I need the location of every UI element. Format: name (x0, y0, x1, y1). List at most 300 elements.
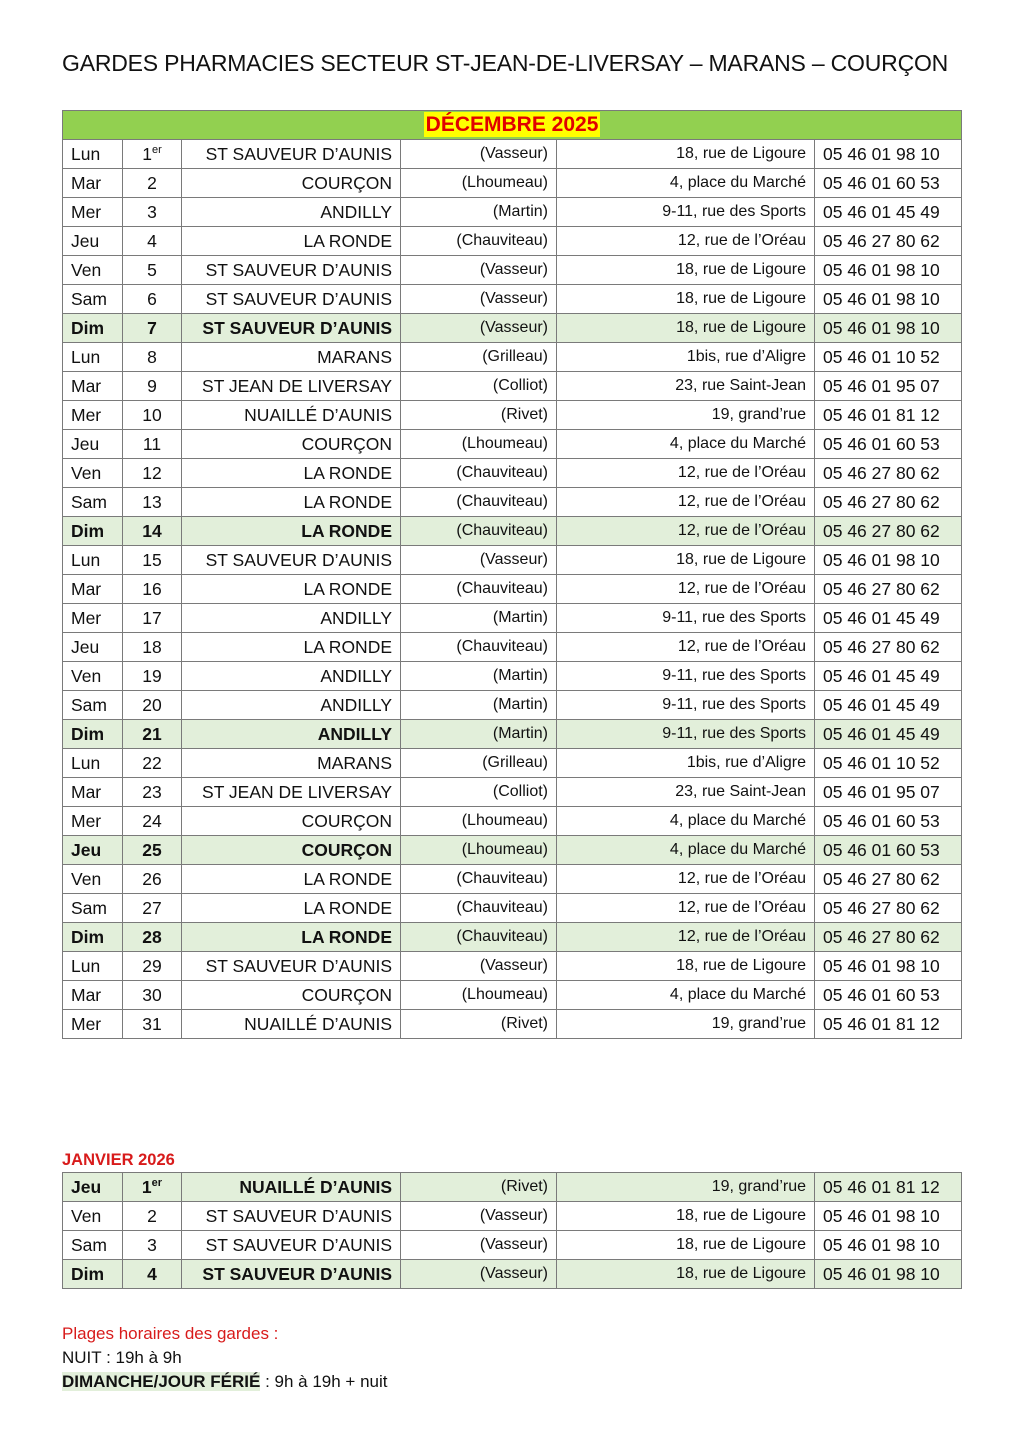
town-cell (182, 140, 401, 169)
schedule-row (63, 256, 962, 285)
date-cell (123, 1260, 182, 1289)
phone-cell (815, 1231, 962, 1260)
date-text: 27 (142, 897, 162, 918)
date-text: 26 (142, 868, 162, 889)
address-text: 12, rue de l’Oréau (677, 522, 806, 539)
day-cell (63, 372, 123, 401)
town-cell (182, 836, 401, 865)
pharmacist-text: (Lhoumeau) (461, 986, 548, 1003)
date-text: 31 (142, 1013, 162, 1034)
pharmacist-cell (401, 865, 557, 894)
pharmacist-cell (401, 198, 557, 227)
address-text: 12, rue de l’Oréau (677, 638, 806, 655)
address-text: 9-11, rue des Sports (662, 667, 806, 684)
pharmacist-text: (Chauviteau) (456, 928, 548, 945)
address-text: 9-11, rue des Sports (662, 696, 806, 713)
date-text: 20 (142, 694, 162, 715)
day-cell (63, 662, 123, 691)
town-text: LA RONDE (301, 520, 392, 541)
address-cell (557, 952, 815, 981)
phone-text: 05 46 01 98 10 (823, 317, 940, 338)
pharmacist-text: (Chauviteau) (456, 899, 548, 916)
address-cell (557, 314, 815, 343)
town-text: COURÇON (301, 810, 392, 831)
pharmacist-text: (Martin) (492, 725, 548, 742)
town-cell (182, 343, 401, 372)
day-text: Ven (71, 1205, 102, 1226)
ordinal-suffix: er (151, 143, 162, 156)
phone-cell (815, 517, 962, 546)
phone-cell (815, 604, 962, 633)
document-title: GARDES PHARMACIES SECTEUR ST-JEAN-DE-LIVERSAY – MARANS – COURÇON (62, 50, 949, 76)
pharmacist-text: (Grilleau) (482, 754, 548, 771)
date-text: 2 (147, 172, 157, 193)
address-text: 12, rue de l’Oréau (677, 464, 806, 481)
pharmacist-text: (Colliot) (492, 783, 548, 800)
phone-cell (815, 807, 962, 836)
phone-cell (815, 865, 962, 894)
schedule-row (63, 691, 962, 720)
pharmacist-cell (401, 401, 557, 430)
address-text: 19, grand’rue (711, 1178, 806, 1195)
phone-text: 05 46 01 98 10 (823, 1234, 940, 1255)
pharmacist-cell (401, 459, 557, 488)
pharmacist-text: (Lhoumeau) (461, 435, 548, 452)
pharmacist-cell (401, 314, 557, 343)
day-text: Dim (71, 1263, 105, 1284)
town-text: LA RONDE (303, 897, 392, 918)
phone-text: 05 46 01 45 49 (823, 201, 940, 222)
pharmacist-text: (Vasseur) (479, 1236, 548, 1253)
phone-cell (815, 430, 962, 459)
town-cell (182, 691, 401, 720)
town-text: LA RONDE (303, 578, 392, 599)
schedule-row (63, 169, 962, 198)
town-text: NUAILLÉ D’AUNIS (239, 1176, 392, 1197)
schedule-row (63, 459, 962, 488)
date-cell (123, 575, 182, 604)
date-text: 29 (142, 955, 162, 976)
december-schedule-table (62, 110, 962, 1039)
date-cell (123, 894, 182, 923)
day-text: Sam (71, 288, 107, 309)
phone-text: 05 46 01 60 53 (823, 984, 940, 1005)
phone-cell (815, 198, 962, 227)
date-text: 30 (142, 984, 162, 1005)
day-cell (63, 1173, 123, 1202)
date-cell (123, 720, 182, 749)
day-cell (63, 604, 123, 633)
schedule-row (63, 865, 962, 894)
phone-text: 05 46 01 10 52 (823, 752, 940, 773)
schedule-row (63, 894, 962, 923)
phone-cell (815, 894, 962, 923)
phone-cell (815, 1260, 962, 1289)
day-text: Lun (71, 752, 101, 773)
address-cell (557, 430, 815, 459)
day-cell (63, 952, 123, 981)
date-text: 9 (147, 375, 157, 396)
pharmacist-text: (Vasseur) (479, 1207, 548, 1224)
address-cell (557, 1173, 815, 1202)
day-text: Jeu (71, 636, 100, 657)
date-text: 5 (147, 259, 157, 280)
address-cell (557, 140, 815, 169)
day-text: Mar (71, 172, 102, 193)
town-text: NUAILLÉ D’AUNIS (244, 1013, 392, 1034)
pharmacist-text: (Chauviteau) (456, 522, 548, 539)
address-text: 12, rue de l’Oréau (677, 493, 806, 510)
address-cell (557, 343, 815, 372)
phone-text: 05 46 01 81 12 (823, 1176, 940, 1197)
address-text: 19, grand’rue (711, 1015, 806, 1032)
schedule-row (63, 604, 962, 633)
month-banner-cell (63, 111, 962, 140)
pharmacist-text: (Martin) (492, 696, 548, 713)
address-cell (557, 575, 815, 604)
date-cell (123, 169, 182, 198)
phone-text: 05 46 01 10 52 (823, 346, 940, 367)
date-text: 14 (142, 520, 162, 541)
phone-cell (815, 372, 962, 401)
date-text: 2 (147, 1205, 157, 1226)
legend-sunday-hours (62, 1370, 388, 1394)
town-cell (182, 488, 401, 517)
address-cell (557, 604, 815, 633)
town-cell (182, 778, 401, 807)
date-cell (123, 459, 182, 488)
month-label-january: JANVIER 2026 (62, 1151, 175, 1169)
pharmacist-cell (401, 923, 557, 952)
town-text: LA RONDE (303, 868, 392, 889)
address-cell (557, 720, 815, 749)
address-cell (557, 865, 815, 894)
town-cell (182, 372, 401, 401)
day-cell (63, 923, 123, 952)
pharmacist-text: (Rivet) (500, 1015, 548, 1032)
pharmacist-cell (401, 517, 557, 546)
date-cell (123, 633, 182, 662)
schedule-row (63, 807, 962, 836)
schedule-row (63, 401, 962, 430)
date-cell (123, 140, 182, 169)
day-text: Lun (71, 346, 101, 367)
date-text: 1 (142, 143, 152, 164)
address-text: 18, rue de Ligoure (676, 290, 806, 307)
phone-cell (815, 1010, 962, 1039)
date-cell (123, 923, 182, 952)
town-cell (182, 1231, 401, 1260)
phone-text: 05 46 01 95 07 (823, 781, 940, 802)
month-banner-december (63, 111, 962, 140)
town-text: LA RONDE (303, 462, 392, 483)
schedule-row (63, 140, 962, 169)
address-cell (557, 256, 815, 285)
date-cell (123, 372, 182, 401)
pharmacist-cell (401, 778, 557, 807)
legend-sunday-label: DIMANCHE/JOUR FÉRIÉ (62, 1372, 261, 1391)
date-cell (123, 546, 182, 575)
phone-text: 05 46 27 80 62 (823, 491, 940, 512)
town-text: COURÇON (301, 172, 392, 193)
day-text: Mar (71, 984, 102, 1005)
pharmacist-text: (Vasseur) (479, 319, 548, 336)
pharmacist-cell (401, 836, 557, 865)
legend-night-hours: NUIT : 19h à 9h (62, 1348, 182, 1367)
phone-cell (815, 749, 962, 778)
day-text: Sam (71, 491, 107, 512)
town-text: COURÇON (301, 984, 392, 1005)
schedule-row (63, 372, 962, 401)
phone-text: 05 46 01 81 12 (823, 1013, 940, 1034)
day-cell (63, 1202, 123, 1231)
date-cell (123, 1010, 182, 1039)
pharmacist-text: (Vasseur) (479, 145, 548, 162)
phone-cell (815, 778, 962, 807)
pharmacist-cell (401, 372, 557, 401)
town-cell (182, 952, 401, 981)
pharmacist-text: (Martin) (492, 203, 548, 220)
date-text: 4 (147, 1263, 157, 1284)
town-text: ST SAUVEUR D’AUNIS (205, 288, 392, 309)
town-text: ST SAUVEUR D’AUNIS (202, 1263, 392, 1284)
pharmacist-text: (Lhoumeau) (461, 841, 548, 858)
pharmacist-cell (401, 285, 557, 314)
phone-cell (815, 981, 962, 1010)
day-text: Jeu (71, 1176, 102, 1197)
date-cell (123, 778, 182, 807)
address-text: 18, rue de Ligoure (676, 957, 806, 974)
day-cell (63, 459, 123, 488)
phone-text: 05 46 01 98 10 (823, 549, 940, 570)
date-cell (123, 401, 182, 430)
town-text: ANDILLY (320, 607, 392, 628)
town-text: ANDILLY (320, 201, 392, 222)
town-text: ST SAUVEUR D’AUNIS (205, 259, 392, 280)
phone-text: 05 46 01 45 49 (823, 665, 940, 686)
town-cell (182, 633, 401, 662)
town-cell (182, 981, 401, 1010)
phone-cell (815, 488, 962, 517)
address-text: 12, rue de l’Oréau (677, 232, 806, 249)
day-cell (63, 488, 123, 517)
phone-cell (815, 923, 962, 952)
pharmacist-cell (401, 575, 557, 604)
pharmacist-cell (401, 488, 557, 517)
schedule-row (63, 1231, 962, 1260)
pharmacist-cell (401, 1173, 557, 1202)
pharmacist-text: (Vasseur) (479, 1265, 548, 1282)
pharmacist-text: (Vasseur) (479, 551, 548, 568)
town-text: NUAILLÉ D’AUNIS (244, 404, 392, 425)
date-cell (123, 227, 182, 256)
town-cell (182, 227, 401, 256)
day-cell (63, 343, 123, 372)
day-cell (63, 720, 123, 749)
address-text: 19, grand’rue (711, 406, 806, 423)
address-text: 1bis, rue d’Aligre (686, 754, 806, 771)
town-cell (182, 662, 401, 691)
pharmacist-cell (401, 691, 557, 720)
town-cell (182, 430, 401, 459)
date-text: 1 (141, 1176, 152, 1197)
schedule-row (63, 198, 962, 227)
schedule-row (63, 981, 962, 1010)
pharmacist-cell (401, 749, 557, 778)
day-cell (63, 169, 123, 198)
town-text: LA RONDE (303, 230, 392, 251)
phone-cell (815, 227, 962, 256)
town-text: MARANS (317, 752, 392, 773)
pharmacist-cell (401, 430, 557, 459)
address-text: 18, rue de Ligoure (676, 1265, 806, 1282)
pharmacist-text: (Lhoumeau) (461, 174, 548, 191)
date-text: 24 (142, 810, 162, 831)
phone-cell (815, 285, 962, 314)
town-cell (182, 1202, 401, 1231)
pharmacist-text: (Vasseur) (479, 290, 548, 307)
phone-text: 05 46 01 95 07 (823, 375, 940, 396)
address-text: 18, rue de Ligoure (676, 145, 806, 162)
pharmacist-text: (Chauviteau) (456, 870, 548, 887)
town-text: LA RONDE (303, 636, 392, 657)
schedule-row-holiday (63, 720, 962, 749)
town-cell (182, 256, 401, 285)
phone-cell (815, 343, 962, 372)
day-cell (63, 778, 123, 807)
phone-cell (815, 836, 962, 865)
town-cell (182, 604, 401, 633)
address-cell (557, 1260, 815, 1289)
date-cell (123, 865, 182, 894)
town-text: LA RONDE (303, 491, 392, 512)
schedule-row (63, 662, 962, 691)
address-text: 12, rue de l’Oréau (677, 580, 806, 597)
town-text: ST JEAN DE LIVERSAY (202, 375, 392, 396)
date-cell (123, 981, 182, 1010)
address-cell (557, 691, 815, 720)
town-text: LA RONDE (301, 926, 392, 947)
town-text: ST JEAN DE LIVERSAY (202, 781, 392, 802)
schedule-row-holiday (63, 923, 962, 952)
town-cell (182, 517, 401, 546)
phone-text: 05 46 01 45 49 (823, 723, 940, 744)
town-text: ANDILLY (317, 723, 392, 744)
address-cell (557, 459, 815, 488)
phone-text: 05 46 01 60 53 (823, 810, 940, 831)
day-cell (63, 836, 123, 865)
date-cell (123, 1202, 182, 1231)
town-text: ST SAUVEUR D’AUNIS (205, 955, 392, 976)
phone-cell (815, 169, 962, 198)
phone-cell (815, 546, 962, 575)
pharmacist-text: (Lhoumeau) (461, 812, 548, 829)
town-text: ANDILLY (320, 665, 392, 686)
phone-cell (815, 952, 962, 981)
month-label-december: DÉCEMBRE 2025 (425, 113, 599, 136)
day-cell (63, 894, 123, 923)
day-text: Ven (71, 665, 102, 686)
day-text: Mar (71, 375, 102, 396)
address-cell (557, 517, 815, 546)
phone-text: 05 46 27 80 62 (823, 230, 940, 251)
date-cell (123, 314, 182, 343)
address-text: 4, place du Marché (669, 841, 806, 858)
address-text: 9-11, rue des Sports (662, 203, 806, 220)
phone-text: 05 46 27 80 62 (823, 520, 940, 541)
address-text: 1bis, rue d’Aligre (686, 348, 806, 365)
pharmacist-cell (401, 256, 557, 285)
pharmacist-cell (401, 1202, 557, 1231)
phone-text: 05 46 27 80 62 (823, 578, 940, 599)
address-text: 12, rue de l’Oréau (677, 928, 806, 945)
address-cell (557, 1231, 815, 1260)
phone-text: 05 46 27 80 62 (823, 868, 940, 889)
pharmacist-cell (401, 807, 557, 836)
schedule-row (63, 343, 962, 372)
phone-cell (815, 662, 962, 691)
day-text: Ven (71, 462, 102, 483)
address-cell (557, 169, 815, 198)
phone-cell (815, 401, 962, 430)
phone-text: 05 46 01 98 10 (823, 259, 940, 280)
date-cell (123, 1173, 182, 1202)
date-cell (123, 517, 182, 546)
phone-text: 05 46 01 98 10 (823, 143, 940, 164)
date-text: 10 (142, 404, 162, 425)
address-text: 12, rue de l’Oréau (677, 899, 806, 916)
pharmacist-text: (Martin) (492, 667, 548, 684)
phone-text: 05 46 01 81 12 (823, 404, 940, 425)
january-schedule-table (62, 1172, 962, 1289)
pharmacist-text: (Martin) (492, 609, 548, 626)
town-cell (182, 314, 401, 343)
schedule-row-holiday (63, 1173, 962, 1202)
schedule-row (63, 749, 962, 778)
day-cell (63, 314, 123, 343)
pharmacist-cell (401, 1010, 557, 1039)
town-text: ST SAUVEUR D’AUNIS (205, 549, 392, 570)
day-text: Dim (71, 926, 105, 947)
schedule-row (63, 285, 962, 314)
date-text: 22 (142, 752, 162, 773)
pharmacist-cell (401, 894, 557, 923)
pharmacist-cell (401, 140, 557, 169)
pharmacist-cell (401, 169, 557, 198)
pharmacist-text: (Vasseur) (479, 261, 548, 278)
day-cell (63, 430, 123, 459)
town-text: ANDILLY (320, 694, 392, 715)
pharmacist-text: (Rivet) (500, 1178, 548, 1195)
address-text: 4, place du Marché (669, 986, 806, 1003)
town-cell (182, 459, 401, 488)
schedule-row (63, 633, 962, 662)
phone-cell (815, 1173, 962, 1202)
phone-cell (815, 1202, 962, 1231)
date-cell (123, 952, 182, 981)
date-cell (123, 691, 182, 720)
date-text: 25 (142, 839, 162, 860)
legend-heading: Plages horaires des gardes : (62, 1324, 279, 1343)
day-cell (63, 1231, 123, 1260)
pharmacist-text: (Chauviteau) (456, 493, 548, 510)
day-text: Ven (71, 868, 102, 889)
pharmacist-cell (401, 720, 557, 749)
address-cell (557, 227, 815, 256)
address-text: 18, rue de Ligoure (676, 261, 806, 278)
address-text: 12, rue de l’Oréau (677, 870, 806, 887)
schedule-row-holiday (63, 314, 962, 343)
